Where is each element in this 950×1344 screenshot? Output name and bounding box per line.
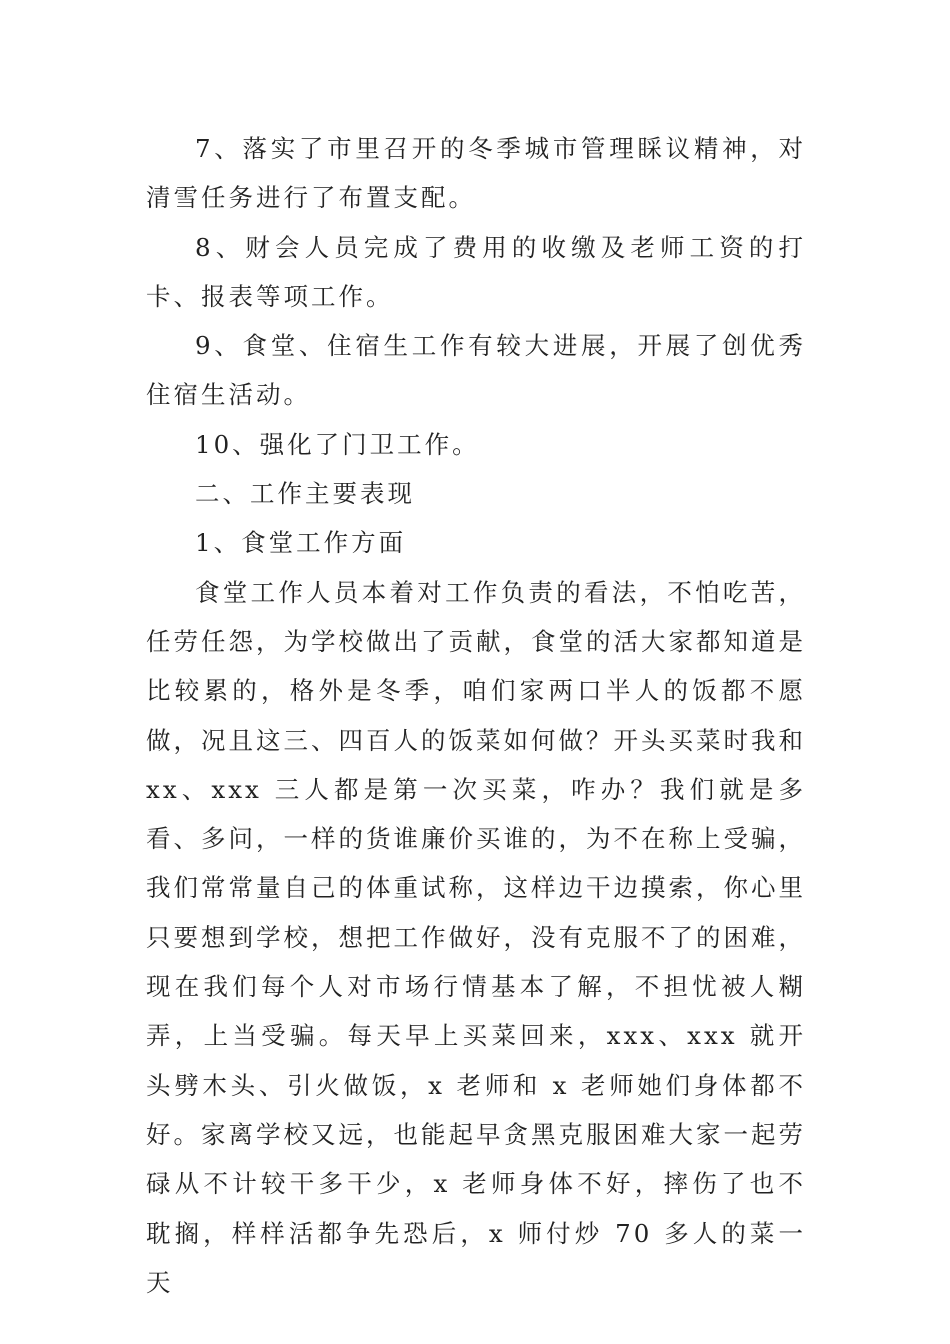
paragraph-item-7: 7、落实了市里召开的冬季城市管理睬议精神，对清雪任务进行了布置支配。 xyxy=(146,134,806,213)
section-heading: 二、工作主要表现 xyxy=(195,479,415,509)
body-paragraph: 食堂工作人员本着对工作负责的看法，不怕吃苦，任劳任怨，为学校做出了贡献，食堂的活大家都知道是比较累的，格外是冬季，咱们家两口半人的饭都不愿做，况且这三、四百人的饭菜如何做？开头买菜时我和 xx、xxx 三人都是第一次买菜，咋办？我们就是多看、多问，一样的货谁廉价买谁的，为不在称上受骗，我们常常量自己的体重试称，这样边干边摸索，你心里只要想到学校，想把工作做好，没有克服不了的困难，现在我们每个人对市场行情基本了解，不担忧被人糊弄，上当受骗。每天早上买菜回来，xxx、xxx 就开头劈木头、引火做饭，x 老师和 x 老师她们身体都不好。家离学校又远，也能起早贪黑克服困难大家一起劳碌从不计较干多干少，x 老师身体不好，摔伤了也不耽搁，样样活都争先恐后，x 师付炒 70 多人的菜一天 xyxy=(146,577,806,1297)
paragraph-item-8: 8、财会人员完成了费用的收缴及老师工资的打卡、报表等项工作。 xyxy=(146,232,806,311)
paragraph-item-9: 9、食堂、住宿生工作有较大进展，开展了创优秀住宿生活动。 xyxy=(146,331,806,410)
document-body xyxy=(146,124,806,1307)
paragraph-item-10: 10、强化了门卫工作。 xyxy=(195,429,480,459)
subsection-heading: 1、食堂工作方面 xyxy=(195,528,407,558)
